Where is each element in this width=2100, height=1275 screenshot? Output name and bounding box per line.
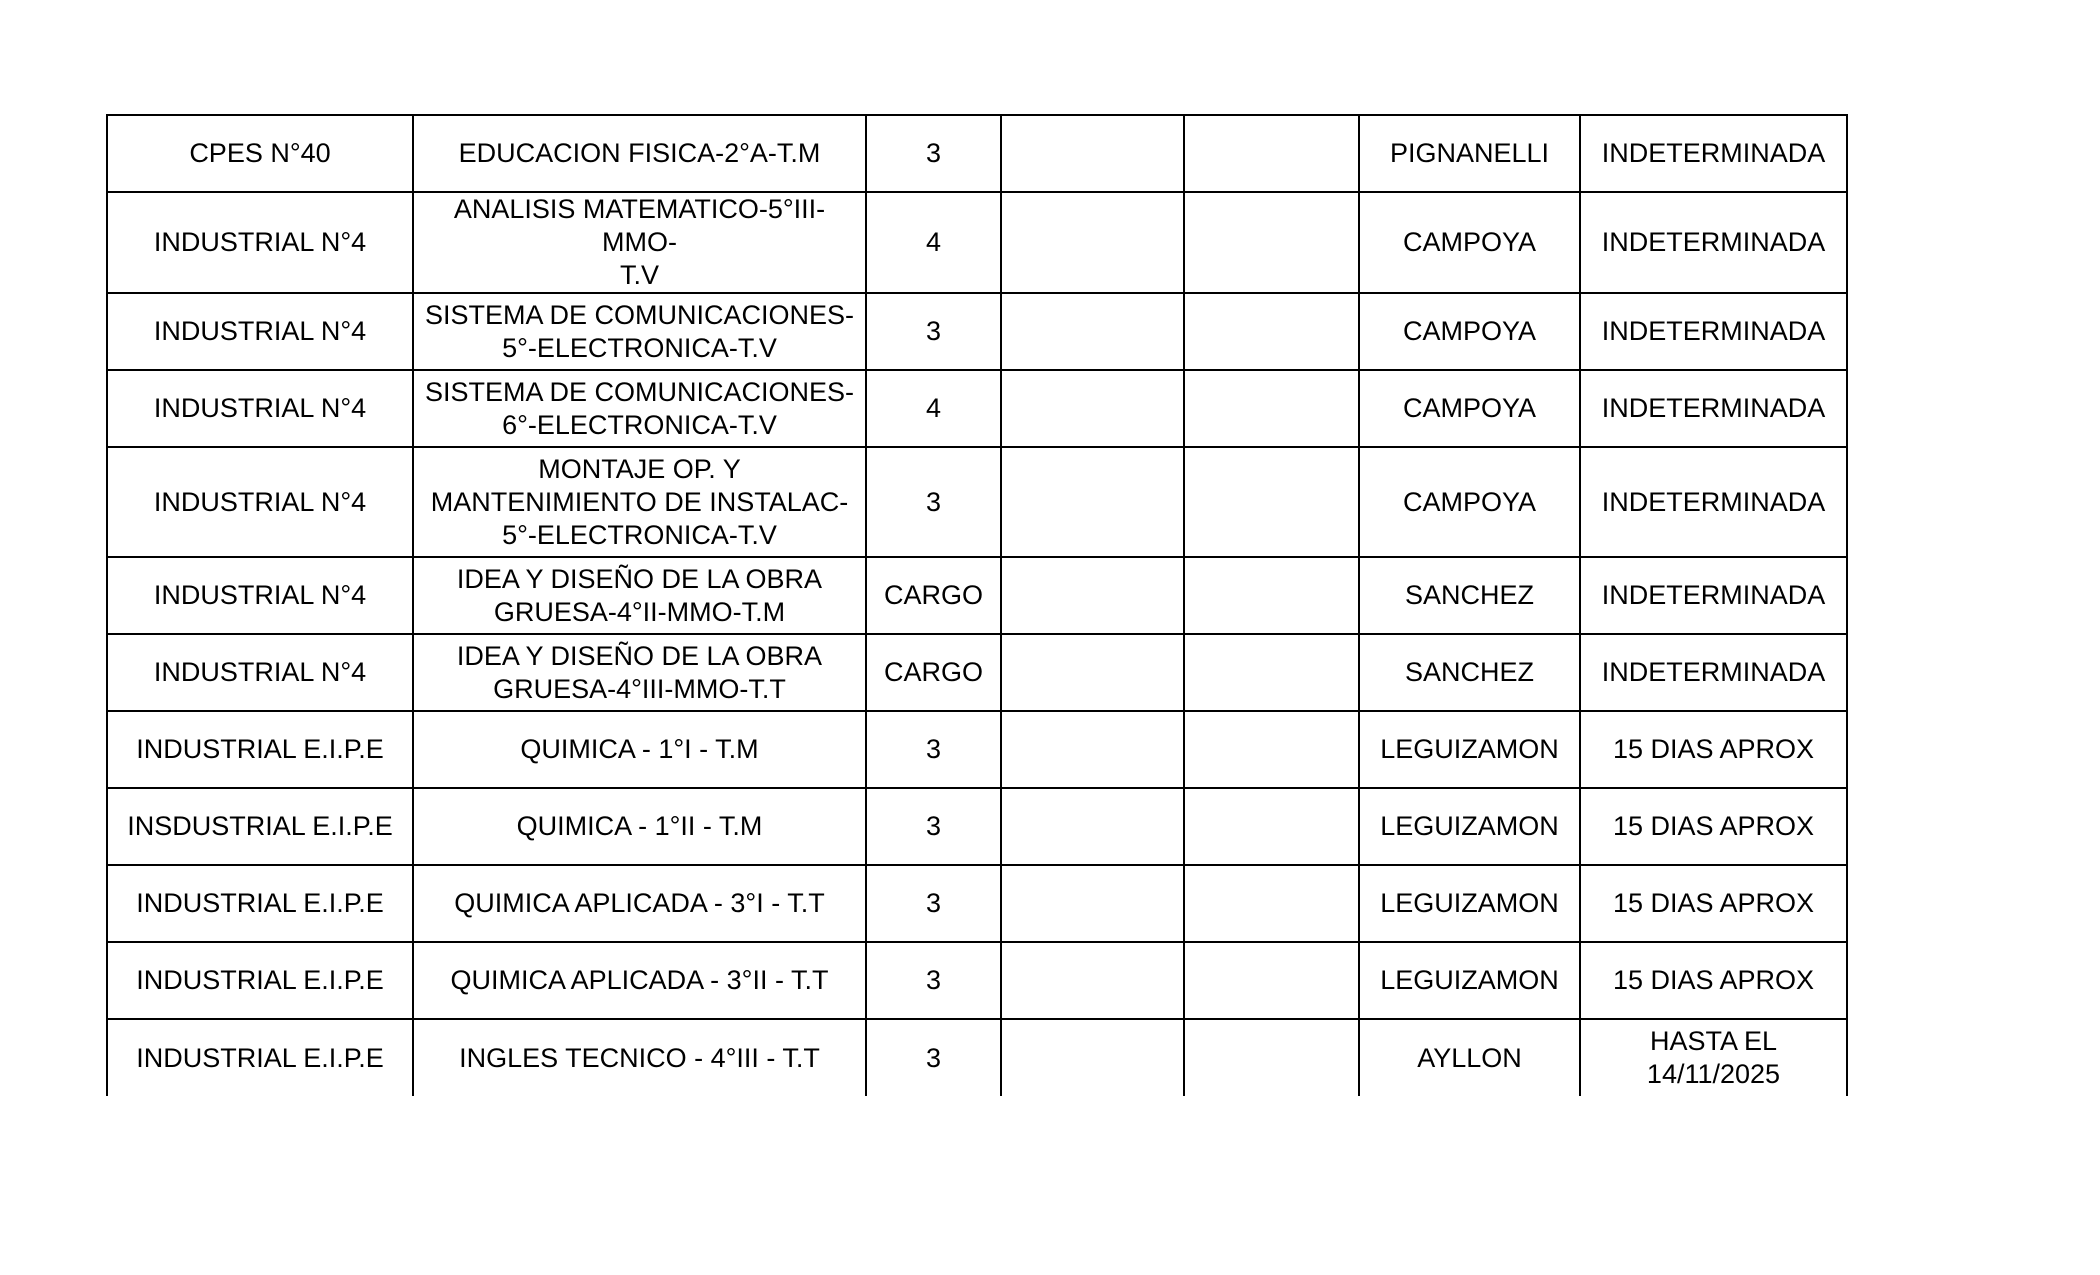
hours-cell: CARGO [866,557,1001,634]
subject-cell: SISTEMA DE COMUNICACIONES- 5°-ELECTRONICA-T.V [413,293,866,370]
blank-cell [1001,370,1184,447]
teacher-cell: SANCHEZ [1359,557,1580,634]
duration-cell: 15 DIAS APROX [1580,942,1847,1019]
institution-cell: INDUSTRIAL E.I.P.E [107,865,413,942]
subject-cell: INGLES TECNICO - 4°III - T.T [413,1019,866,1096]
blank-cell [1184,293,1359,370]
teacher-cell: CAMPOYA [1359,293,1580,370]
subject-cell: QUIMICA APLICADA - 3°II - T.T [413,942,866,1019]
blank-cell [1001,1019,1184,1096]
blank-cell [1001,788,1184,865]
table-row [107,447,1847,557]
teacher-cell: CAMPOYA [1359,192,1580,293]
blank-cell [1184,865,1359,942]
teacher-cell: LEGUIZAMON [1359,942,1580,1019]
blank-cell [1001,557,1184,634]
blank-cell [1001,865,1184,942]
blank-cell [1184,634,1359,711]
blank-cell [1184,788,1359,865]
table-row [107,192,1847,293]
blank-cell [1001,711,1184,788]
blank-cell [1184,557,1359,634]
blank-cell [1001,115,1184,192]
duration-cell: INDETERMINADA [1580,192,1847,293]
blank-cell [1184,447,1359,557]
blank-cell [1001,447,1184,557]
blank-cell [1184,370,1359,447]
duration-cell: INDETERMINADA [1580,115,1847,192]
blank-cell [1001,634,1184,711]
subject-cell: QUIMICA - 1°II - T.M [413,788,866,865]
table-row [107,115,1847,192]
teacher-cell: SANCHEZ [1359,634,1580,711]
subject-cell: EDUCACION FISICA-2°A-T.M [413,115,866,192]
duration-cell: 15 DIAS APROX [1580,865,1847,942]
hours-cell: 3 [866,293,1001,370]
subject-cell: ANALISIS MATEMATICO-5°III-MMO- T.V [413,192,866,293]
hours-cell: 3 [866,447,1001,557]
subject-cell: IDEA Y DISEÑO DE LA OBRA GRUESA-4°III-MMO-T.T [413,634,866,711]
table-row [107,865,1847,942]
institution-cell: INSDUSTRIAL E.I.P.E [107,788,413,865]
institution-cell: INDUSTRIAL N°4 [107,447,413,557]
table-row [107,293,1847,370]
table-row [107,711,1847,788]
subject-cell: SISTEMA DE COMUNICACIONES- 6°-ELECTRONICA-T.V [413,370,866,447]
table-row [107,634,1847,711]
hours-cell: 3 [866,711,1001,788]
teacher-cell: CAMPOYA [1359,370,1580,447]
blank-cell [1001,942,1184,1019]
teacher-cell: LEGUIZAMON [1359,865,1580,942]
blank-cell [1001,192,1184,293]
institution-cell: INDUSTRIAL N°4 [107,293,413,370]
teacher-cell: LEGUIZAMON [1359,788,1580,865]
teacher-cell: CAMPOYA [1359,447,1580,557]
duration-cell: 15 DIAS APROX [1580,711,1847,788]
institution-cell: INDUSTRIAL E.I.P.E [107,942,413,1019]
duration-cell: 15 DIAS APROX [1580,788,1847,865]
vacancies-table [106,114,1848,1096]
table-row [107,370,1847,447]
teacher-cell: AYLLON [1359,1019,1580,1096]
hours-cell: 4 [866,370,1001,447]
duration-cell: INDETERMINADA [1580,293,1847,370]
table-row [107,557,1847,634]
duration-cell: INDETERMINADA [1580,557,1847,634]
hours-cell: 3 [866,865,1001,942]
table-body [107,115,1847,1096]
blank-cell [1184,115,1359,192]
subject-cell: IDEA Y DISEÑO DE LA OBRA GRUESA-4°II-MMO-T.M [413,557,866,634]
table-row [107,1019,1847,1096]
table-row [107,788,1847,865]
blank-cell [1001,293,1184,370]
institution-cell: CPES N°40 [107,115,413,192]
subject-cell: QUIMICA APLICADA - 3°I - T.T [413,865,866,942]
duration-cell: HASTA EL 14/11/2025 [1580,1019,1847,1096]
hours-cell: 3 [866,115,1001,192]
hours-cell: 3 [866,942,1001,1019]
blank-cell [1184,711,1359,788]
teacher-cell: PIGNANELLI [1359,115,1580,192]
institution-cell: INDUSTRIAL N°4 [107,557,413,634]
blank-cell [1184,192,1359,293]
institution-cell: INDUSTRIAL N°4 [107,192,413,293]
institution-cell: INDUSTRIAL E.I.P.E [107,1019,413,1096]
duration-cell: INDETERMINADA [1580,634,1847,711]
hours-cell: CARGO [866,634,1001,711]
subject-cell: QUIMICA - 1°I - T.M [413,711,866,788]
table-row [107,942,1847,1019]
hours-cell: 4 [866,192,1001,293]
blank-cell [1184,1019,1359,1096]
institution-cell: INDUSTRIAL N°4 [107,634,413,711]
institution-cell: INDUSTRIAL E.I.P.E [107,711,413,788]
hours-cell: 3 [866,788,1001,865]
hours-cell: 3 [866,1019,1001,1096]
blank-cell [1184,942,1359,1019]
subject-cell: MONTAJE OP. Y MANTENIMIENTO DE INSTALAC- 5°-ELECTRONICA-T.V [413,447,866,557]
teacher-cell: LEGUIZAMON [1359,711,1580,788]
duration-cell: INDETERMINADA [1580,370,1847,447]
duration-cell: INDETERMINADA [1580,447,1847,557]
institution-cell: INDUSTRIAL N°4 [107,370,413,447]
